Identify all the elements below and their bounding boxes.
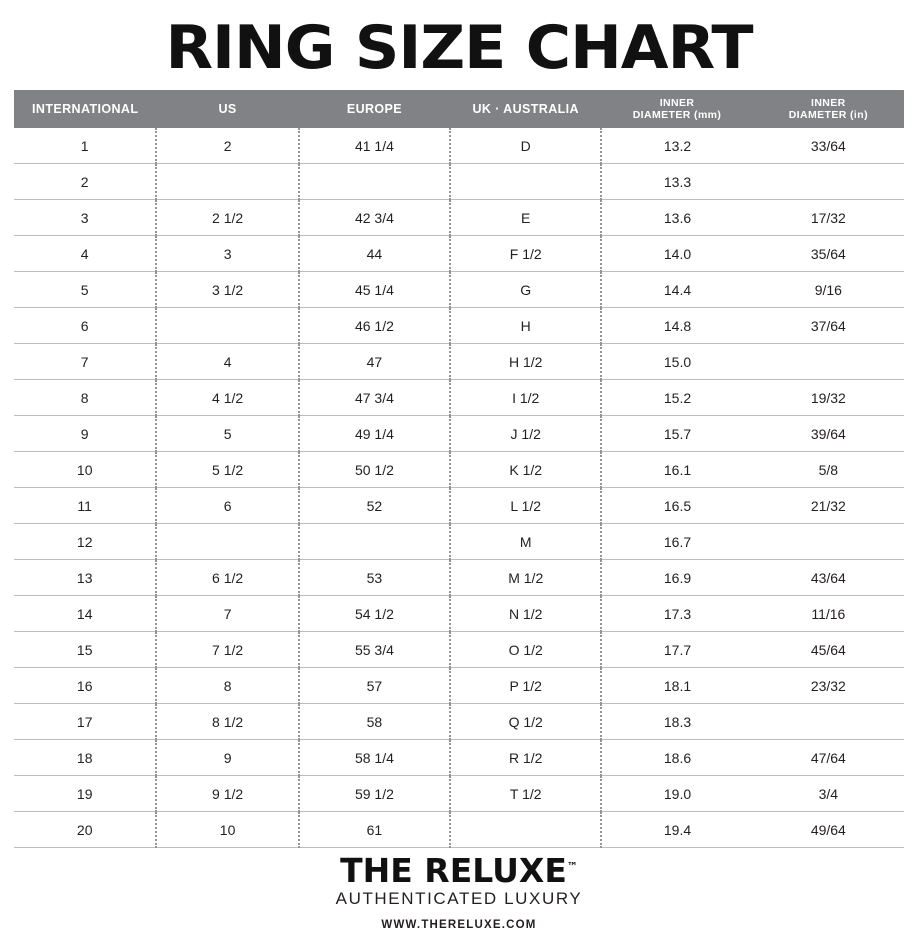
table-cell-europe: 55 3/4 (299, 632, 450, 668)
table-row (14, 236, 904, 272)
table-cell-inner_in: 9/16 (753, 272, 904, 308)
table-row (14, 308, 904, 344)
table-cell-inner_in (753, 344, 904, 380)
table-cell-inner_mm: 13.2 (601, 128, 752, 164)
column-header-uk-australia-label: UK · AUSTRALIA (472, 102, 579, 116)
trademark-symbol: ™ (566, 860, 578, 873)
table-cell-inner_in: 21/32 (753, 488, 904, 524)
table-cell-international: 20 (14, 812, 156, 848)
column-header-inner-diameter-mm-label: INNER (659, 96, 695, 109)
table-cell-us (156, 524, 298, 560)
table-cell-uk_australia: T 1/2 (450, 776, 601, 812)
table-cell-uk_australia (450, 812, 601, 848)
table-cell-inner_in (753, 164, 904, 200)
table-cell-uk_australia: F 1/2 (450, 236, 601, 272)
table-row (14, 632, 904, 668)
table-cell-inner_mm: 13.3 (601, 164, 752, 200)
table-cell-us: 3 1/2 (156, 272, 298, 308)
table-row (14, 776, 904, 812)
table-cell-europe: 50 1/2 (299, 452, 450, 488)
table-cell-inner_in: 35/64 (753, 236, 904, 272)
table-cell-inner_mm: 15.2 (601, 380, 752, 416)
table-cell-inner_in: 33/64 (753, 128, 904, 164)
table-cell-inner_in: 47/64 (753, 740, 904, 776)
table-row (14, 128, 904, 164)
table-cell-inner_mm: 14.8 (601, 308, 752, 344)
column-header-international-label: INTERNATIONAL (32, 102, 139, 116)
brand-tagline: AUTHENTICATED LUXURY (335, 889, 583, 908)
table-row (14, 344, 904, 380)
table-cell-uk_australia: M (450, 524, 601, 560)
table-row (14, 560, 904, 596)
column-header-uk-australia (450, 90, 601, 128)
table-cell-inner_in: 49/64 (753, 812, 904, 848)
table-cell-international: 5 (14, 272, 156, 308)
table-cell-uk_australia: H (450, 308, 601, 344)
table-cell-inner_in: 17/32 (753, 200, 904, 236)
table-row (14, 596, 904, 632)
table-cell-inner_in: 23/32 (753, 668, 904, 704)
table-cell-inner_mm: 15.0 (601, 344, 752, 380)
table-cell-inner_mm: 17.7 (601, 632, 752, 668)
table-cell-us (156, 308, 298, 344)
table-cell-international: 19 (14, 776, 156, 812)
table-cell-europe (299, 524, 450, 560)
table-row (14, 524, 904, 560)
table-cell-uk_australia: I 1/2 (450, 380, 601, 416)
table-cell-inner_mm: 15.7 (601, 416, 752, 452)
table-cell-inner_in: 45/64 (753, 632, 904, 668)
table-cell-inner_mm: 16.5 (601, 488, 752, 524)
brand-website: WWW.THERELUXE.COM (381, 919, 537, 931)
column-header-us (156, 90, 298, 128)
table-cell-us: 10 (156, 812, 298, 848)
table-cell-us: 4 (156, 344, 298, 380)
table-row (14, 164, 904, 200)
column-header-international (14, 90, 156, 128)
table-cell-europe: 42 3/4 (299, 200, 450, 236)
table-cell-europe: 52 (299, 488, 450, 524)
table-cell-uk_australia: R 1/2 (450, 740, 601, 776)
table-cell-inner_in (753, 524, 904, 560)
brand-name: THE RELUXE (340, 851, 567, 890)
table-cell-inner_mm: 19.4 (601, 812, 752, 848)
footer (14, 851, 904, 931)
column-header-us-label: US (218, 102, 237, 116)
table-cell-europe (299, 164, 450, 200)
table-cell-europe: 47 3/4 (299, 380, 450, 416)
column-header-inner-diameter-mm (601, 90, 752, 128)
table-cell-international: 15 (14, 632, 156, 668)
table-row (14, 452, 904, 488)
table-cell-uk_australia (450, 164, 601, 200)
table-cell-inner_mm: 16.1 (601, 452, 752, 488)
table-cell-international: 16 (14, 668, 156, 704)
table-cell-inner_mm: 14.4 (601, 272, 752, 308)
table-row (14, 704, 904, 740)
table-cell-inner_mm: 13.6 (601, 200, 752, 236)
table-body (14, 128, 904, 848)
table-cell-europe: 57 (299, 668, 450, 704)
table-cell-uk_australia: G (450, 272, 601, 308)
table-cell-europe: 44 (299, 236, 450, 272)
table-cell-europe: 54 1/2 (299, 596, 450, 632)
table-cell-inner_in: 11/16 (753, 596, 904, 632)
table-cell-inner_mm: 18.1 (601, 668, 752, 704)
table-cell-international: 4 (14, 236, 156, 272)
table-header-row (14, 90, 904, 128)
column-header-inner-diameter-in-sublabel: DIAMETER (in) (788, 109, 868, 121)
table-cell-uk_australia: K 1/2 (450, 452, 601, 488)
table-cell-uk_australia: O 1/2 (450, 632, 601, 668)
table-cell-us: 4 1/2 (156, 380, 298, 416)
table-cell-international: 2 (14, 164, 156, 200)
table-cell-us (156, 164, 298, 200)
table-cell-us: 5 1/2 (156, 452, 298, 488)
table-header (14, 90, 904, 128)
table-cell-us: 6 (156, 488, 298, 524)
column-header-inner-diameter-mm-sublabel: DIAMETER (mm) (632, 109, 722, 121)
table-cell-inner_mm: 16.7 (601, 524, 752, 560)
table-cell-europe: 53 (299, 560, 450, 596)
table-cell-inner_in (753, 704, 904, 740)
table-cell-uk_australia: L 1/2 (450, 488, 601, 524)
table-cell-international: 9 (14, 416, 156, 452)
table-row (14, 200, 904, 236)
ring-size-table (14, 90, 904, 848)
table-cell-us: 8 (156, 668, 298, 704)
table-row (14, 740, 904, 776)
table-cell-inner_in: 37/64 (753, 308, 904, 344)
column-header-inner-diameter-in-label: INNER (811, 96, 846, 109)
table-cell-europe: 58 (299, 704, 450, 740)
table-cell-inner_in: 5/8 (753, 452, 904, 488)
table-cell-us: 9 1/2 (156, 776, 298, 812)
table-cell-uk_australia: Q 1/2 (450, 704, 601, 740)
column-header-europe-label: EUROPE (346, 102, 403, 116)
table-cell-international: 3 (14, 200, 156, 236)
table-cell-us: 8 1/2 (156, 704, 298, 740)
table-cell-international: 8 (14, 380, 156, 416)
table-cell-europe: 59 1/2 (299, 776, 450, 812)
table-cell-international: 14 (14, 596, 156, 632)
table-cell-europe: 58 1/4 (299, 740, 450, 776)
table-cell-us: 7 (156, 596, 298, 632)
table-row (14, 668, 904, 704)
table-cell-europe: 47 (299, 344, 450, 380)
table-cell-uk_australia: J 1/2 (450, 416, 601, 452)
table-row (14, 812, 904, 848)
table-cell-inner_in: 19/32 (753, 380, 904, 416)
table-cell-us: 2 (156, 128, 298, 164)
table-cell-inner_in: 39/64 (753, 416, 904, 452)
table-row (14, 416, 904, 452)
table-cell-europe: 46 1/2 (299, 308, 450, 344)
table-cell-international: 11 (14, 488, 156, 524)
table-cell-uk_australia: P 1/2 (450, 668, 601, 704)
table-cell-europe: 61 (299, 812, 450, 848)
table-cell-inner_mm: 18.3 (601, 704, 752, 740)
table-cell-uk_australia: H 1/2 (450, 344, 601, 380)
page-title: RING SIZE CHART (165, 13, 753, 83)
table-row (14, 488, 904, 524)
table-cell-inner_mm: 17.3 (601, 596, 752, 632)
column-header-europe (299, 90, 450, 128)
table-cell-international: 17 (14, 704, 156, 740)
table-cell-inner_in: 43/64 (753, 560, 904, 596)
table-cell-international: 13 (14, 560, 156, 596)
table-cell-international: 7 (14, 344, 156, 380)
table-cell-us: 6 1/2 (156, 560, 298, 596)
table-cell-inner_mm: 19.0 (601, 776, 752, 812)
table-cell-uk_australia: M 1/2 (450, 560, 601, 596)
column-header-inner-diameter-in (753, 90, 904, 128)
table-cell-inner_mm: 18.6 (601, 740, 752, 776)
table-row (14, 272, 904, 308)
table-cell-us: 2 1/2 (156, 200, 298, 236)
table-cell-us: 9 (156, 740, 298, 776)
table-cell-international: 12 (14, 524, 156, 560)
table-cell-us: 3 (156, 236, 298, 272)
table-cell-uk_australia: E (450, 200, 601, 236)
table-cell-inner_in: 3/4 (753, 776, 904, 812)
table-cell-international: 18 (14, 740, 156, 776)
table-cell-us: 7 1/2 (156, 632, 298, 668)
table-cell-europe: 49 1/4 (299, 416, 450, 452)
table-cell-uk_australia: D (450, 128, 601, 164)
table-cell-us: 5 (156, 416, 298, 452)
table-cell-uk_australia: N 1/2 (450, 596, 601, 632)
table-cell-inner_mm: 14.0 (601, 236, 752, 272)
table-cell-europe: 41 1/4 (299, 128, 450, 164)
table-cell-international: 6 (14, 308, 156, 344)
table-cell-inner_mm: 16.9 (601, 560, 752, 596)
table-row (14, 380, 904, 416)
table-cell-international: 1 (14, 128, 156, 164)
brand-wordmark (340, 851, 578, 890)
table-cell-europe: 45 1/4 (299, 272, 450, 308)
table-cell-international: 10 (14, 452, 156, 488)
